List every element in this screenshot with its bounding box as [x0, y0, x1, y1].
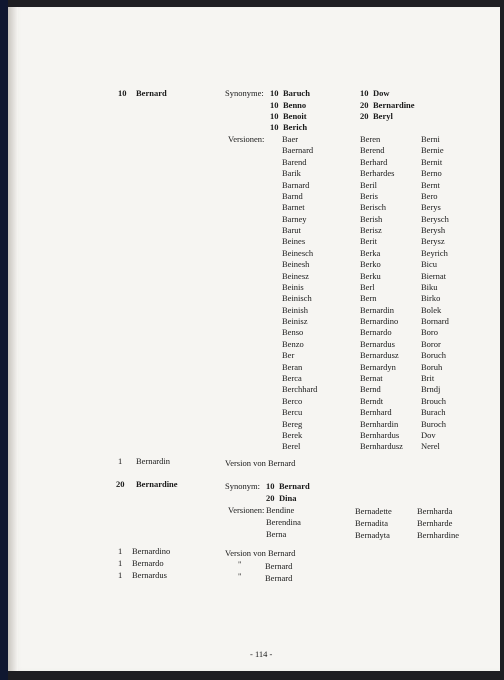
version-name: Boruch — [421, 350, 447, 361]
entry-name: Bernardo — [132, 558, 164, 568]
version-name: Bernhard — [360, 407, 392, 418]
versionen-label: Versionen: — [228, 505, 265, 515]
version-name: Biku — [421, 281, 438, 292]
version-name: Bernardusz — [360, 350, 399, 361]
version-name: Bernardin — [360, 304, 394, 315]
version-name: Beinesz — [282, 270, 309, 281]
entry-count: 1 — [118, 546, 123, 556]
version-name: Berendina — [266, 517, 301, 527]
version-note: Version von Bernard — [225, 458, 296, 468]
version-name: Berit — [360, 236, 377, 247]
version-name: Bernadyta — [355, 530, 390, 540]
version-name: Bernd — [360, 384, 381, 395]
version-name: Bendine — [266, 505, 295, 515]
version-name: Beines — [282, 236, 306, 247]
version-name: Beyrich — [421, 247, 448, 258]
page-gutter-shadow — [8, 7, 18, 671]
page-number: - 114 - — [250, 649, 273, 659]
version-name: Bornard — [421, 316, 449, 327]
version-name: Benzo — [282, 338, 304, 349]
synonym-count: 10 — [270, 111, 279, 121]
version-name: Bernie — [421, 145, 444, 156]
versionen-label: Versionen: — [228, 134, 265, 144]
version-name: Berco — [282, 395, 303, 406]
version-name: Berend — [360, 145, 385, 156]
version-name: Beinisch — [282, 293, 312, 304]
synonyme-label: Synonyme: — [225, 88, 264, 98]
entry-name: Bernard — [136, 88, 167, 98]
version-name: Bernardino — [360, 316, 399, 327]
version-name: Bernardyn — [360, 361, 396, 372]
version-name: Dov — [421, 429, 436, 440]
synonym-name: Benoit — [283, 111, 307, 121]
version-name: Beris — [360, 190, 378, 201]
version-name: Berysh — [421, 225, 446, 236]
version-name: Berel — [282, 441, 301, 452]
version-name: Bernhardine — [417, 530, 460, 540]
synonym-count: 20 — [360, 111, 369, 121]
version-name: Bernt — [421, 179, 440, 190]
version-name: Baernard — [282, 145, 314, 156]
version-name: Berisz — [360, 225, 382, 236]
version-name: Berca — [282, 372, 302, 383]
entry-count: 1 — [118, 570, 123, 580]
synonym-name: Beryl — [373, 111, 393, 121]
version-name: Berna — [266, 529, 287, 539]
version-name: Beren — [360, 134, 381, 144]
version-name: Bernhardusz — [360, 441, 403, 452]
entry-name: Bernardine — [136, 479, 178, 489]
synonym-name: Dina — [279, 493, 297, 503]
synonym-name: Berich — [283, 122, 308, 132]
version-name: Berek — [282, 429, 303, 440]
version-name: Buroch — [421, 418, 447, 429]
entry-name: Bernardus — [132, 570, 167, 580]
version-name: Berhardes — [360, 168, 395, 179]
version-name: Boror — [421, 338, 441, 349]
version-name: Barnet — [282, 202, 305, 213]
version-name: Bernat — [360, 372, 383, 383]
version-name: Bernardus — [360, 338, 395, 349]
synonym-name: Bernard — [279, 481, 310, 491]
version-name: Bernardo — [360, 327, 392, 338]
version-name: Berni — [421, 134, 440, 144]
version-name: Berish — [360, 213, 383, 224]
entry-name: Bernardin — [136, 456, 170, 466]
version-name: Beinish — [282, 304, 308, 315]
version-name: Beinesh — [282, 259, 310, 270]
synonym-name: Benno — [283, 100, 307, 110]
version-name: Berysz — [421, 236, 445, 247]
version-name: Benso — [282, 327, 304, 338]
version-name: Bernadita — [355, 518, 389, 528]
version-name: Beinesch — [282, 247, 314, 258]
version-name: Brouch — [421, 395, 447, 406]
entry-count: 20 — [116, 479, 125, 489]
version-name: Bercu — [282, 407, 303, 418]
version-name: Brndj — [421, 384, 441, 395]
version-name: Beinisz — [282, 316, 308, 327]
version-name: Bicu — [421, 259, 438, 270]
version-name: Berhard — [360, 156, 388, 167]
version-name: Berl — [360, 281, 375, 292]
version-name: Baer — [282, 134, 299, 144]
version-name: Bernharde — [417, 518, 453, 528]
version-name: Barut — [282, 225, 301, 236]
synonym-name: Baruch — [283, 88, 310, 98]
version-name: Beran — [282, 361, 303, 372]
synonym-count: 20 — [266, 493, 275, 503]
ditto-mark: " — [238, 559, 242, 569]
version-name: Brit — [421, 372, 435, 383]
version-name: Bero — [421, 190, 438, 201]
version-name: Bernharda — [417, 506, 453, 516]
version-name: Berysch — [421, 213, 449, 224]
synonym-name: Dow — [373, 88, 390, 98]
version-name: Bernhardin — [360, 418, 399, 429]
version-name: Berko — [360, 259, 381, 270]
entry-count: 1 — [118, 558, 123, 568]
version-name: Bernhardus — [360, 429, 400, 440]
ditto-mark: " — [238, 571, 242, 581]
book-spine — [0, 0, 8, 680]
version-name: Beril — [360, 179, 377, 190]
version-ref: Bernard — [265, 561, 293, 571]
entry-count: 1 — [118, 456, 123, 466]
version-ref: Bernard — [265, 573, 293, 583]
version-name: Barend — [282, 156, 307, 167]
version-name: Birko — [421, 293, 441, 304]
entry-count: 10 — [118, 88, 127, 98]
synonym-count: 10 — [270, 122, 279, 132]
synonym-count: 10 — [270, 100, 279, 110]
version-name: Biernat — [421, 270, 447, 281]
version-name: Bern — [360, 293, 377, 304]
version-name: Bernadette — [355, 506, 392, 516]
version-name: Berno — [421, 168, 442, 179]
version-name: Berka — [360, 247, 381, 258]
version-name: Berisch — [360, 202, 386, 213]
version-name: Nerel — [421, 441, 440, 452]
version-name: Ber — [282, 350, 295, 361]
synonym-count: 10 — [270, 88, 279, 98]
version-name: Beinis — [282, 281, 304, 292]
synonym-label: Synonym: — [225, 481, 260, 491]
version-name: Berys — [421, 202, 441, 213]
synonym-count: 10 — [360, 88, 369, 98]
version-name: Boro — [421, 327, 438, 338]
version-name: Bernit — [421, 156, 443, 167]
version-name: Bolek — [421, 304, 442, 315]
version-name: Barnd — [282, 190, 303, 201]
entry-name: Bernardino — [132, 546, 171, 556]
version-note: Version von Bernard — [225, 548, 296, 558]
version-name: Berndt — [360, 395, 384, 406]
version-name: Burach — [421, 407, 446, 418]
version-name: Barik — [282, 168, 301, 179]
version-name: Bereg — [282, 418, 303, 429]
version-name: Barney — [282, 213, 307, 224]
version-name: Barnard — [282, 179, 310, 190]
version-name: Boruh — [421, 361, 443, 372]
synonym-count: 20 — [360, 100, 369, 110]
synonym-name: Bernardine — [373, 100, 415, 110]
version-name: Berchhard — [282, 384, 318, 395]
synonym-count: 10 — [266, 481, 275, 491]
version-name: Berku — [360, 270, 381, 281]
